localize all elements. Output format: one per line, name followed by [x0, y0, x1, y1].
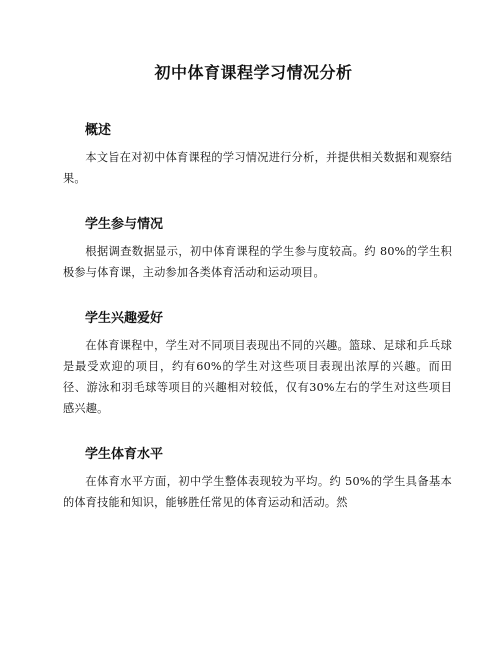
section-paragraph: 本文旨在对初中体育课程的学习情况进行分析，并提供相关数据和观察结果。: [63, 151, 452, 185]
section-fitness-level: [63, 446, 452, 513]
section-paragraph: 在体育课程中，学生对不同项目表现出不同的兴趣。篮球、足球和乒乓球是最受欢迎的项目，约有60%的学生对这些项目表现出浓厚的兴趣。而田径、游泳和羽毛球等项目的兴趣相对较低，仅有30%左右的学生对这些项目感兴趣。: [63, 339, 452, 415]
section-paragraph: 根据调查数据显示，初中体育课程的学生参与度较高。约 80%的学生积极参与体育课，主动参加各类体育活动和运动项目。: [63, 245, 452, 279]
section-heading: 学生体育水平: [85, 447, 164, 462]
section-interests: [63, 310, 452, 419]
section-paragraph: 在体育水平方面，初中学生整体表现较为平均。约 50%的学生具备基本的体育技能和知识，能够胜任常见的体育运动和活动。然: [63, 475, 452, 509]
document-title: 初中体育课程学习情况分析: [154, 63, 353, 82]
section-participation: [63, 216, 452, 283]
section-overview: [63, 122, 452, 189]
section-heading: 学生参与情况: [85, 217, 164, 232]
section-heading: 学生兴趣爱好: [85, 311, 164, 326]
section-heading: 概述: [85, 123, 112, 138]
